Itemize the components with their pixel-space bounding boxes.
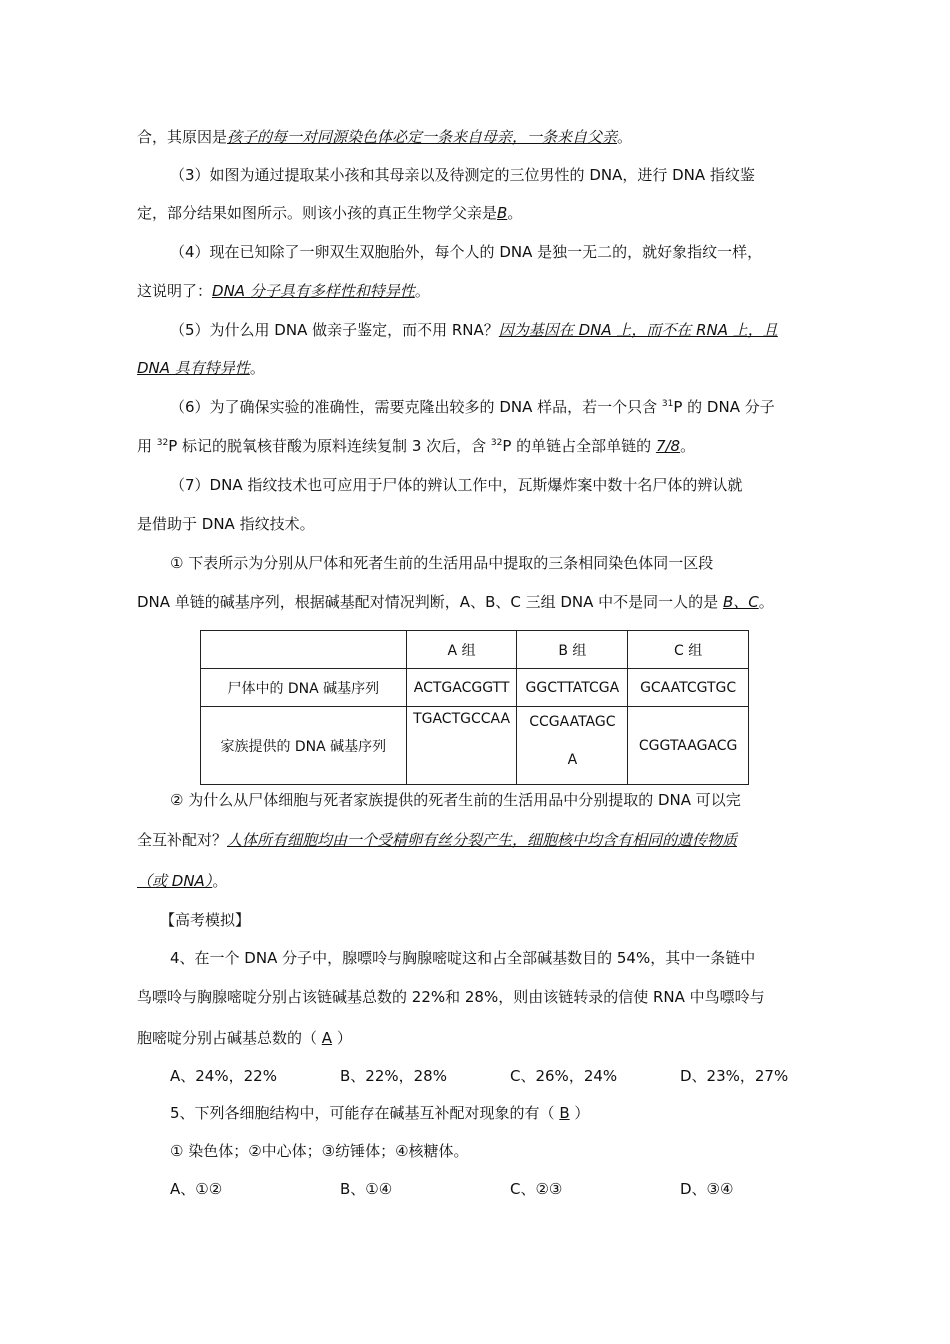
q4-line1: （4）现在已知除了一卵双生双胞胎外，每个人的 DNA 是独一无二的，就好象指纹一样， xyxy=(170,243,763,261)
answer-q7-2-part2: （或 DNA） xyxy=(137,872,213,890)
table-header-row xyxy=(201,631,749,669)
table-header-empty xyxy=(201,631,407,669)
table-row xyxy=(201,669,749,707)
mc5-option-b: B、①④ xyxy=(340,1180,393,1198)
q7-line2: 是借助于 DNA 指纹技术。 xyxy=(137,515,315,533)
mc4-option-a: A、24%，22% xyxy=(170,1067,277,1085)
mc4-line1: 4、在一个 DNA 分子中，腺嘌呤与胸腺嘧啶这和占全部碱基数目的 54%，其中一条链中 xyxy=(170,949,756,967)
table-header-a: A 组 xyxy=(406,631,517,669)
cell-a: TGACTGCCAA xyxy=(406,707,517,785)
q6-line2: 用 $^{32}$P 标记的脱氧核苷酸为原料连续复制 3 次后，含 $^{32}$P 的单链占全部单链的 7/8。 xyxy=(137,437,696,455)
cell-c: GCAATCGTGC xyxy=(628,669,749,707)
table-row xyxy=(201,707,749,785)
cell-b: GGCTTATCGA xyxy=(517,669,628,707)
q7-2-line1: ② 为什么从尸体细胞与死者家族提供的死者生前的生活用品中分别提取的 DNA 可以完 xyxy=(170,791,741,809)
answer-q7-2-part1: 人体所有细胞均由一个受精卵有丝分裂产生，细胞核中均含有相同的遗传物质 xyxy=(227,831,738,849)
answer-mc4: A xyxy=(321,1029,333,1047)
mc5-stem: 5、下列各细胞结构中，可能存在碱基互补配对现象的有（ B ） xyxy=(170,1104,590,1122)
table-header-c: C 组 xyxy=(628,631,749,669)
answer-mc5: B xyxy=(559,1104,570,1122)
q7-1-line1: ① 下表所示为分别从尸体和死者生前的生活用品中提取的三条相同染色体同一区段 xyxy=(170,554,714,572)
answer-q4: DNA 分子具有多样性和特异性 xyxy=(212,282,415,300)
row-label: 家族提供的 DNA 碱基序列 xyxy=(201,707,407,785)
q6-line1: （6）为了确保实验的准确性，需要克隆出较多的 DNA 样品，若一个只含 $^{31}$P 的 DNA 分子 xyxy=(170,398,775,416)
answer-q7-1: B、C xyxy=(722,593,759,611)
mc4-option-c: C、26%，24% xyxy=(510,1067,618,1085)
cell-c: CGGTAAGACG xyxy=(628,707,749,785)
mc4-option-b: B、22%，28% xyxy=(340,1067,447,1085)
mc5-option-d: D、③④ xyxy=(680,1180,734,1198)
q7-line1: （7）DNA 指纹技术也可应用于尸体的辨认工作中，瓦斯爆炸案中数十名尸体的辨认就 xyxy=(170,476,743,494)
answer-q6: 7/8 xyxy=(655,437,681,455)
section-heading: 【高考模拟】 xyxy=(160,911,251,929)
answer-q5-part1: 因为基因在 DNA 上，而不在 RNA 上，且 xyxy=(498,321,778,339)
q5-line1: （5）为什么用 DNA 做亲子鉴定，而不用 RNA？因为基因在 DNA 上，而不在 RNA 上，且 xyxy=(170,321,778,339)
q7-2-line2: 全互补配对？人体所有细胞均由一个受精卵有丝分裂产生，细胞核中均含有相同的遗传物质 xyxy=(137,831,738,849)
answer-q3: B xyxy=(497,204,508,222)
mc5-option-a: A、①② xyxy=(170,1180,223,1198)
mc5-items: ① 染色体；②中心体；③纺锤体；④核糖体。 xyxy=(170,1142,469,1160)
dna-sequence-table xyxy=(200,630,749,785)
table-header-b: B 组 xyxy=(517,631,628,669)
mc5-option-c: C、②③ xyxy=(510,1180,563,1198)
cell-a: ACTGACGGTT xyxy=(406,669,517,707)
cell-b: CCGAATAGC A xyxy=(517,707,628,785)
q7-2-line3: （或 DNA）。 xyxy=(137,872,228,890)
mc4-option-d: D、23%，27% xyxy=(680,1067,789,1085)
q4-line2: 这说明了：DNA 分子具有多样性和特异性。 xyxy=(137,282,430,300)
answer-q5-part2: DNA 具有特异性 xyxy=(137,359,250,377)
q3-line2: 定，部分结果如图所示。则该小孩的真正生物学父亲是B。 xyxy=(137,204,523,222)
q2-answer-line: 合，其原因是孩子的每一对同源染色体必定一条来自母亲，一条来自父亲。 xyxy=(137,128,633,146)
mc4-line3: 胞嘧啶分别占碱基总数的（ A ） xyxy=(137,1029,352,1047)
mc4-line2: 鸟嘌呤与胸腺嘧啶分别占该链碱基总数的 22%和 28%，则由该链转录的信使 RNA 中鸟嘌呤与 xyxy=(137,988,765,1006)
q3-line1: （3）如图为通过提取某小孩和其母亲以及待测定的三位男性的 DNA，进行 DNA 指纹鉴 xyxy=(170,166,755,184)
row-label: 尸体中的 DNA 碱基序列 xyxy=(201,669,407,707)
q5-line2: DNA 具有特异性。 xyxy=(137,359,265,377)
q7-1-line2: DNA 单链的碱基序列，根据碱基配对情况判断，A、B、C 三组 DNA 中不是同一人的是 B、C。 xyxy=(137,593,774,611)
answer-q2: 孩子的每一对同源染色体必定一条来自母亲，一条来自父亲 xyxy=(227,128,618,146)
